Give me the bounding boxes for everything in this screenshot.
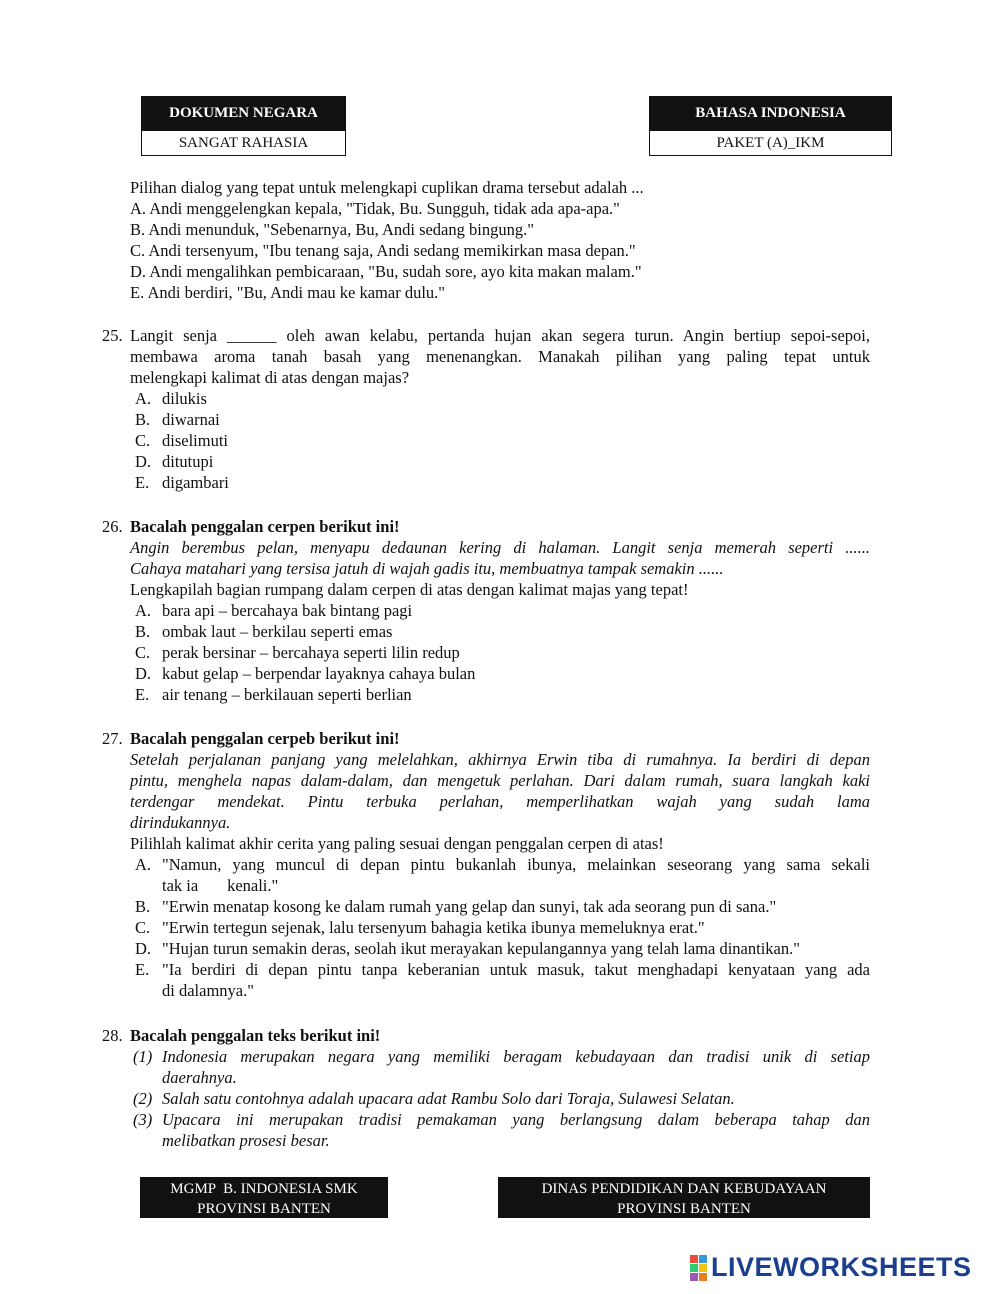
- question-number: 27.: [102, 729, 123, 748]
- document-classification: DOKUMEN NEGARA: [142, 97, 345, 130]
- excerpt-line: terdengar mendekat. Pintu terbuka perlahan, memperlihatkan wajah yang sudah lama: [130, 792, 870, 811]
- footer-left-line-2: PROVINSI BANTEN: [197, 1201, 331, 1217]
- question-25: [102, 325, 870, 493]
- sentence-2: (2) Salah satu contohnya adalah upacara adat Rambu Solo dari Toraja, Sulawesi Selatan.: [133, 1089, 735, 1108]
- option-26-e[interactable]: E. air tenang – berkilauan seperti berlian: [135, 685, 412, 704]
- excerpt-line: pintu, menghela napas dalam-dalam, dan mengetuk perlahan. Dari dalam rumah, suara langkah kaki: [130, 771, 870, 790]
- option-25-c[interactable]: C. diselimuti: [135, 431, 228, 450]
- footer-left-box: [140, 1177, 388, 1218]
- option-24-a[interactable]: A. Andi menggelengkan kepala, "Tidak, Bu. Sungguh, tidak ada apa-apa.": [130, 199, 620, 218]
- question-number: 25.: [102, 326, 123, 345]
- option-25-b[interactable]: B. diwarnai: [135, 410, 220, 429]
- header-right-box: [649, 96, 892, 156]
- question-27: [102, 728, 870, 1001]
- option-25-e[interactable]: E. digambari: [135, 473, 229, 492]
- footer-right-line-2: PROVINSI BANTEN: [617, 1201, 751, 1217]
- option-27-b[interactable]: B. "Erwin menatap kosong ke dalam rumah yang gelap dan sunyi, tak ada seorang pun di sana.": [135, 897, 777, 916]
- excerpt-line: Angin berembus pelan, menyapu dedaunan kering di halaman. Langit senja memerah seperti ......: [130, 538, 870, 557]
- question-26-prompt: Lengkapilah bagian rumpang dalam cerpen di atas dengan kalimat majas yang tepat!: [130, 580, 689, 599]
- question-25-text-3: melengkapi kalimat di atas dengan majas?: [130, 368, 410, 387]
- header-left-box: [141, 96, 346, 156]
- question-27-title: Bacalah penggalan cerpeb berikut ini!: [130, 729, 400, 748]
- subject-title: BAHASA INDONESIA: [650, 97, 891, 130]
- footer-right-box: [498, 1177, 870, 1218]
- question-28: [102, 1025, 870, 1151]
- secrecy-level: SANGAT RAHASIA: [142, 130, 345, 155]
- option-26-a[interactable]: A. bara api – bercahaya bak bintang pagi: [135, 601, 413, 620]
- option-27-d[interactable]: D. "Hujan turun semakin deras, seolah ikut merayakan kepulangannya yang telah lama dinantikan.": [135, 939, 800, 958]
- question-27-prompt: Pilihlah kalimat akhir cerita yang paling sesuai dengan penggalan cerpen di atas!: [130, 834, 664, 853]
- package-code: PAKET (A)_IKM: [650, 130, 891, 155]
- option-27-a[interactable]: A. "Namun, yang muncul di depan pintu bukanlah ibunya, melainkan seseorang yang sama sekali tak ia kenali.": [135, 855, 870, 895]
- footer-right-line-1: DINAS PENDIDIKAN DAN KEBUDAYAAN: [541, 1181, 827, 1197]
- question-number: 26.: [102, 517, 123, 536]
- liveworksheets-logo[interactable]: [690, 1252, 972, 1283]
- question-25-text-2: membawa aroma tanah basah yang menenangkan. Manakah pilihan yang paling tepat untuk: [130, 347, 870, 366]
- option-25-d[interactable]: D. ditutupi: [135, 452, 214, 471]
- question-26-title: Bacalah penggalan cerpen berikut ini!: [130, 517, 400, 536]
- excerpt-line: dirindukannya.: [130, 813, 231, 832]
- option-24-c[interactable]: C. Andi tersenyum, "Ibu tenang saja, Andi sedang memikirkan masa depan.": [130, 241, 636, 260]
- logo-blocks-icon: [690, 1255, 707, 1281]
- option-24-b[interactable]: B. Andi menunduk, "Sebenarnya, Bu, Andi sedang bingung.": [130, 220, 534, 239]
- question-28-title: Bacalah penggalan teks berikut ini!: [130, 1026, 381, 1045]
- question-25-text-1: Langit senja ______ oleh awan kelabu, pertanda hujan akan segera turun. Angin bertiup sepoi-sepoi,: [130, 326, 870, 345]
- footer-left-line-1: MGMP B. INDONESIA SMK: [170, 1181, 358, 1197]
- question-24-tail: [102, 177, 870, 303]
- brand-name: LIVEWORKSHEETS: [711, 1252, 972, 1282]
- question-24-prompt: Pilihan dialog yang tepat untuk melengkapi cuplikan drama tersebut adalah ...: [130, 178, 644, 197]
- sentence-1: (1) Indonesia merupakan negara yang memiliki beragam kebudayaan dan tradisi unik di setiap daerahnya.: [133, 1047, 870, 1087]
- sentence-3: (3) Upacara ini merupakan tradisi pemakaman yang berlangsung dalam beberapa tahap dan melibatkan prosesi besar.: [133, 1110, 870, 1150]
- option-26-c[interactable]: C. perak bersinar – bercahaya seperti lilin redup: [135, 643, 460, 662]
- option-26-b[interactable]: B. ombak laut – berkilau seperti emas: [135, 622, 393, 641]
- option-24-e[interactable]: E. Andi berdiri, "Bu, Andi mau ke kamar dulu.": [130, 283, 446, 302]
- question-number: 28.: [102, 1026, 123, 1045]
- option-26-d[interactable]: D. kabut gelap – berpendar layaknya cahaya bulan: [135, 664, 476, 683]
- question-26: [102, 516, 870, 705]
- excerpt-line: Cahaya matahari yang tersisa jatuh di wajah gadis itu, membuatnya tampak semakin ......: [130, 559, 724, 578]
- option-25-a[interactable]: A. dilukis: [135, 389, 207, 408]
- option-27-c[interactable]: C. "Erwin tertegun sejenak, lalu tersenyum bahagia ketika ibunya memeluknya erat.": [135, 918, 705, 937]
- excerpt-line: Setelah perjalanan panjang yang melelahkan, akhirnya Erwin tiba di rumahnya. Ia berdiri di depan: [130, 750, 870, 769]
- option-27-e[interactable]: E. "Ia berdiri di depan pintu tanpa keberanian untuk masuk, takut menghadapi kenyataan yang ada di dalamnya.": [135, 960, 870, 1000]
- option-24-d[interactable]: D. Andi mengalihkan pembicaraan, "Bu, sudah sore, ayo kita makan malam.": [130, 262, 642, 281]
